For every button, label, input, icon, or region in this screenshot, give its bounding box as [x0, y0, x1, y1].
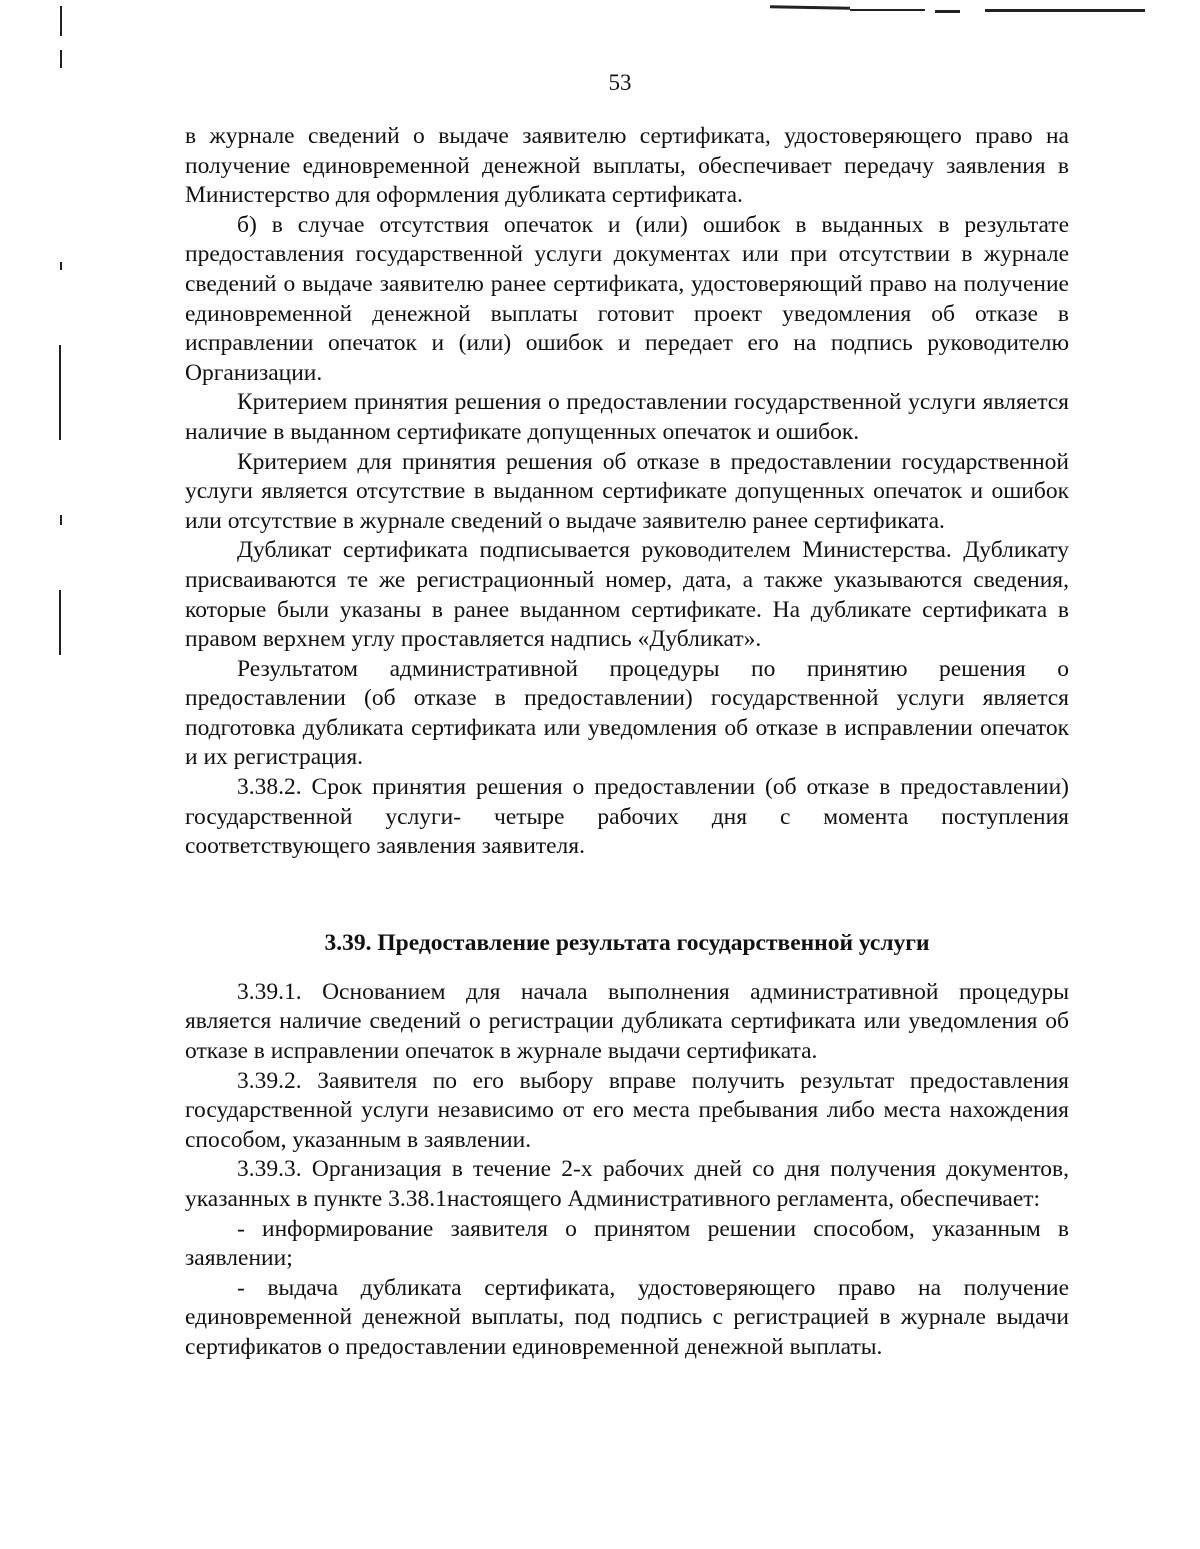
section-heading: 3.39. Предоставление результата государственной услуги: [324, 929, 930, 956]
scan-artifact-top-stroke: [850, 9, 925, 11]
paragraph: Результатом административной процедуры по принятию решения о предоставлении (об отказе в предоставлении) государственной услуги является подготовка дубликата сертификата или уведомления об отказе в исправлении опечаток и их регистрация.: [185, 655, 1069, 771]
scan-artifact-top-stroke: [985, 9, 1145, 12]
paragraph: 3.38.2. Срок принятия решения о предоставлении (об отказе в предоставлении) государственной услуги- четыре рабочих дня с момента поступления соответствующего заявления заявителя.: [185, 774, 1069, 860]
scan-artifact-left-line: [59, 590, 61, 655]
list-item: - выдача дубликата сертификата, удостоверяющего право на получение единовременной денежной выплаты, под подпись с регистрацией в журнале выдачи сертификатов о предоставлении единовременной денежной выплаты.: [185, 1274, 1069, 1360]
list-item: - информирование заявителя о принятом решении способом, указанным в заявлении;: [185, 1215, 1069, 1272]
scan-artifact-left-line: [60, 6, 62, 36]
paragraph: 3.39.2. Заявителя по его выбору вправе получить результат предоставления государственной услуги независимо от его места пребывания либо места нахождения способом, указанным в заявлении.: [185, 1067, 1069, 1153]
paragraph: Критерием принятия решения о предоставлении государственной услуги является наличие в выданном сертификате допущенных опечаток и ошибок.: [185, 389, 1069, 445]
spacer: [185, 958, 1069, 978]
scan-artifact-top-stroke: [935, 10, 960, 13]
paragraph: Дубликат сертификата подписывается руководителем Министерства. Дубликату присваиваются те же регистрационный номер, дата, а также указываются сведения, которые были указаны в ранее выданном сертификате. На дубликате сертификата в правом верхнем углу проставляется надпись «Дубликат».: [185, 537, 1069, 653]
paragraph: Критерием для принятия решения об отказе в предоставлении государственной услуги является отсутствие в выданном сертификате допущенных опечаток и ошибок или отсутствие в журнале сведений о выдаче заявителю ранее сертификата.: [185, 448, 1069, 534]
document-body: [185, 122, 1069, 1363]
scan-artifact-left-line: [59, 345, 61, 440]
scan-artifact-left-line: [60, 515, 62, 525]
paragraph: б) в случае отсутствия опечаток и (или) ошибок в выданных в результате предоставления государственной услуги документах или при отсутствии в журнале сведений о выдаче заявителю ранее сертификата, удостоверяющий право на получение единовременной денежной выплаты готовит проект уведомления об отказе в исправлении опечаток и (или) ошибок и передает его на подпись руководителю Организации.: [185, 211, 1069, 386]
page-number: 53: [608, 70, 632, 95]
paragraph: 3.39.3. Организация в течение 2-х рабочих дней со дня получения документов, указанных в пункте 3.38.1настоящего Административного регламента, обеспечивает:: [185, 1156, 1069, 1212]
paragraph: в журнале сведений о выдаче заявителю сертификата, удостоверяющего право на получение единовременной денежной выплаты, обеспечивает передачу заявления в Министерство для оформления дубликата сертификата.: [185, 123, 1069, 209]
scan-artifact-top-stroke: [770, 5, 850, 9]
scan-artifact-left-line: [60, 50, 62, 68]
spacer: [185, 862, 1069, 928]
scan-artifact-left-line: [60, 262, 62, 270]
paragraph: 3.39.1. Основанием для начала выполнения административной процедуры является наличие сведений о регистрации дубликата сертификата или уведомления об отказе в исправлении опечаток в журнале выдачи сертификата.: [185, 978, 1069, 1065]
